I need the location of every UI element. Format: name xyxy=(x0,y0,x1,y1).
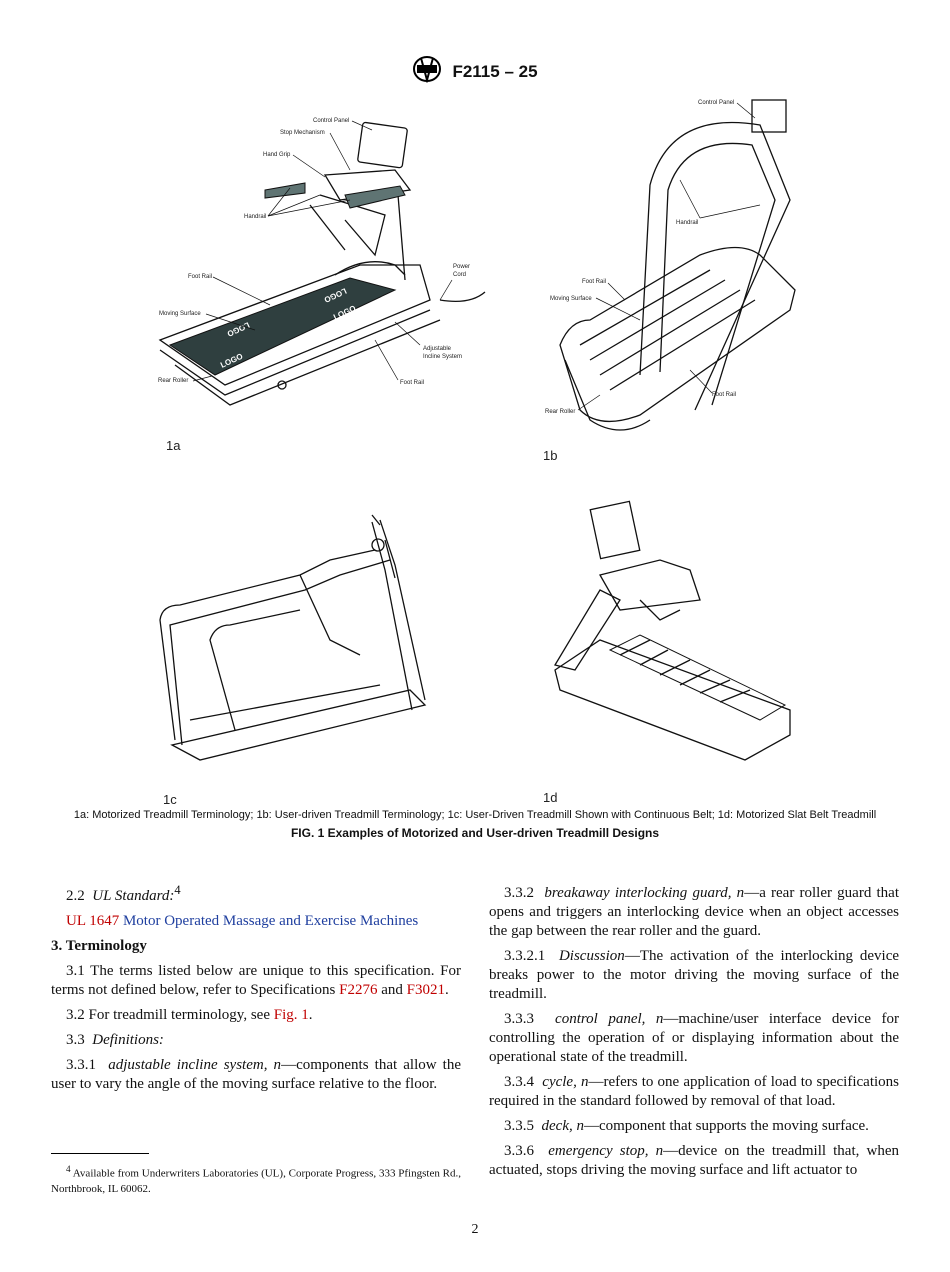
label-1a-control-panel: Control Panel xyxy=(313,118,350,124)
label-1b-control-panel: Control Panel xyxy=(698,100,735,106)
label-1a-stop-mechanism: Stop Mechanism xyxy=(280,130,325,136)
panel-label-1a: 1a xyxy=(166,438,181,453)
belt-logo-4: LOGO xyxy=(322,286,348,305)
treadmill-1d-drawing xyxy=(555,501,790,760)
label-1b-handrail: Handrail xyxy=(676,220,699,226)
panel-label-1b: 1b xyxy=(543,448,558,463)
ul1647-link[interactable]: UL 1647 xyxy=(66,913,120,929)
label-1a-incline-2: Incline System xyxy=(423,354,463,360)
label-1a-hand-grip: Hand Grip xyxy=(263,152,291,158)
label-1b-foot-rail-bottom: Foot Rail xyxy=(712,392,737,398)
label-1a-power-2: Cord xyxy=(453,272,467,278)
label-1a-foot-rail-bottom: Foot Rail xyxy=(400,380,425,386)
fig1-link[interactable]: Fig. 1 xyxy=(273,1007,309,1023)
ul1647-title-link[interactable]: Motor Operated Massage and Exercise Machines xyxy=(122,913,419,929)
para-3-3: 3.3 Definitions: xyxy=(66,1032,164,1048)
left-column xyxy=(51,881,461,1100)
para-3-3-4: 3.3.4 cycle, n—refers to one application of load to specifications required in the standard followed by removal of that load. xyxy=(489,1074,899,1109)
para-3-2: 3.2 For treadmill terminology, see Fig. 1. xyxy=(66,1007,313,1023)
belt-logo-2: LOGO xyxy=(225,320,251,339)
belt-logo-3: LOGO xyxy=(332,303,358,322)
label-1a-rear-roller: Rear Roller xyxy=(158,378,189,384)
ul-standard-ref xyxy=(51,912,461,931)
handrail-right-1a xyxy=(345,186,405,208)
figure-caption-subtitle: 1a: Motorized Treadmill Terminology; 1b: User-driven Treadmill Terminology; 1c: User-Driven Treadmill Shown with Continuous Belt; 1d: Motorized Slat Belt Treadmill xyxy=(73,809,877,821)
label-1a-moving-surface: Moving Surface xyxy=(159,311,201,317)
label-1a-foot-rail-top: Foot Rail xyxy=(188,274,213,280)
section-3-heading: 3. Terminology xyxy=(51,938,147,954)
treadmill-1c-drawing xyxy=(160,515,425,760)
para-3-1: 3.1 The terms listed below are unique to this specification. For terms not defined below, refer to Specifications F2276 and F3021. xyxy=(51,963,461,998)
para-3-3-1: 3.3.1 adjustable incline system, n—components that allow the user to vary the angle of the moving surface relative to the floor. xyxy=(51,1057,461,1092)
belt-logo-1: LOGO xyxy=(219,351,245,370)
label-1b-rear-roller: Rear Roller xyxy=(545,409,576,415)
label-1b-moving-surface: Moving Surface xyxy=(550,296,592,302)
document-id: F2115 – 25 xyxy=(452,61,538,81)
label-1b-foot-rail-top: Foot Rail xyxy=(582,279,607,285)
para-3-3-2: 3.3.2 breakaway interlocking guard, n—a rear roller guard that opens and triggers an interlocking device when an object accesses the gap between the rear roller and the guard. xyxy=(489,885,900,939)
para-2-2: 2.2 UL Standard:$^4$ xyxy=(66,883,181,904)
f3021-link[interactable]: F3021 xyxy=(406,982,445,998)
right-column xyxy=(489,884,899,1186)
label-1a-incline-1: Adjustable xyxy=(423,346,452,352)
label-1a-handrail: Handrail xyxy=(244,214,267,220)
treadmill-1b-drawing xyxy=(560,100,795,430)
moving-surface-1a xyxy=(170,278,395,375)
label-1a-power-1: Power xyxy=(453,264,471,270)
panel-label-1d: 1d xyxy=(543,790,558,805)
footnote-divider xyxy=(51,1153,149,1154)
para-3-3-3: 3.3.3 control panel, n—machine/user interface device for controlling the operation of or displaying information about the operational state of the treadmill. xyxy=(489,1011,899,1065)
leader-lines-1b xyxy=(578,103,760,410)
handrail-left-1a xyxy=(265,183,305,198)
para-3-3-6: 3.3.6 emergency stop, n—device on the treadmill that, when actuated, stops driving the moving surface and lift actuator to xyxy=(489,1143,899,1178)
para-3-3-2-1: 3.3.2.1 Discussion—The activation of the interlocking device breaks power to the motor driving the moving surface of the treadmill. xyxy=(489,948,900,1002)
page-number: 2 xyxy=(471,1222,479,1237)
figure-caption-title: FIG. 1 Examples of Motorized and User-driven Treadmill Designs xyxy=(290,826,660,840)
panel-label-1c: 1c xyxy=(163,792,177,807)
f2276-link[interactable]: F2276 xyxy=(339,982,378,998)
footnote-4: $^4$ Available from Underwriters Laboratories (UL), Corporate Progress, 333 Pfingsten Rd., Northbrook, IL 60062. xyxy=(51,1164,461,1195)
para-3-3-5: 3.3.5 deck, n—component that supports the moving surface. xyxy=(504,1118,869,1134)
